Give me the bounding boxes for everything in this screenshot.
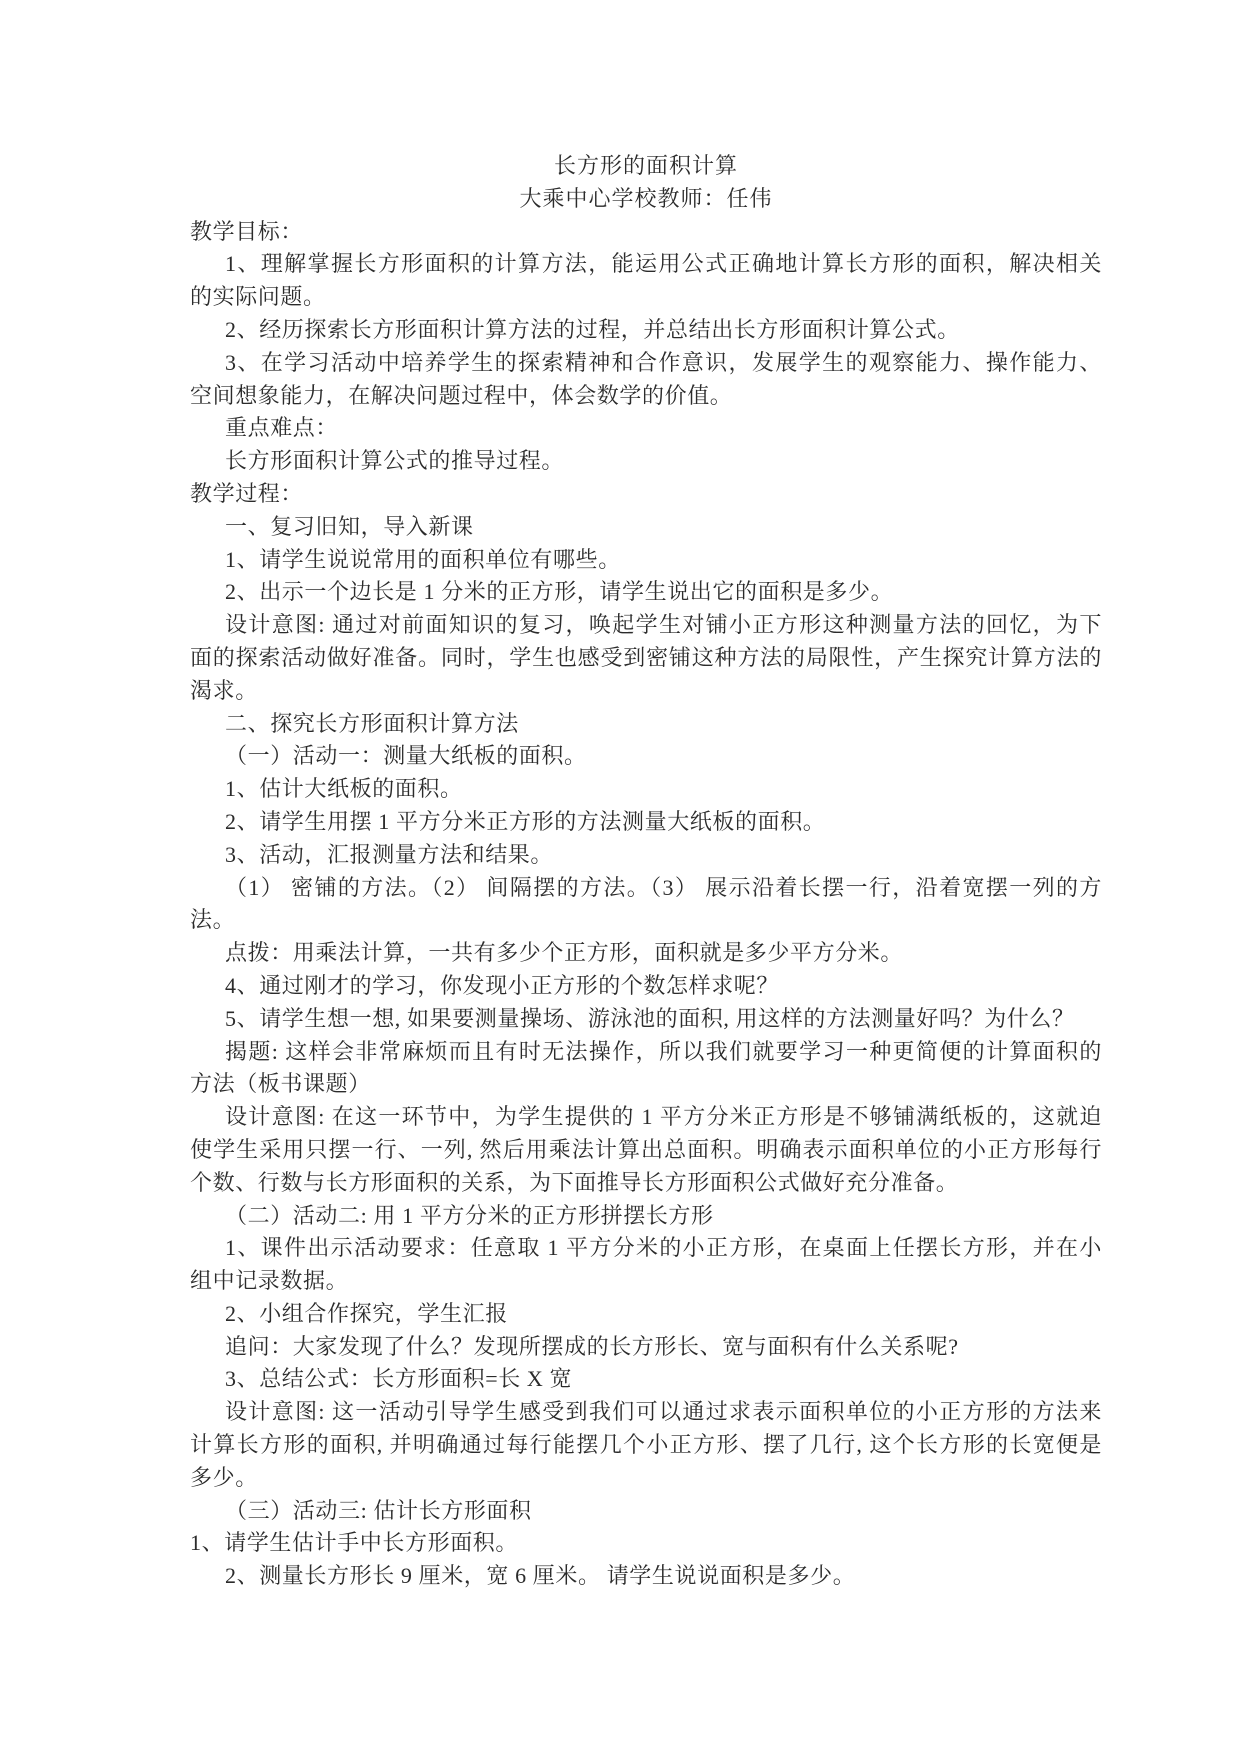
text-line: 揭题: 这样会非常麻烦而且有时无法操作，所以我们就要学习一种更简便的计算面积的	[225, 1038, 1102, 1064]
document-byline: 大乘中心学校教师：任伟	[519, 185, 773, 211]
text-line: （三）活动三: 估计长方形面积	[225, 1497, 532, 1523]
text-line: 5、请学生想一想, 如果要测量操场、游泳池的面积, 用这样的方法测量好吗？为什么？	[225, 1005, 1075, 1031]
text-line: 2、经历探索长方形面积计算方法的过程，并总结出长方形面积计算公式。	[225, 316, 960, 342]
text-line: 2、测量长方形长 9 厘米，宽 6 厘米。 请学生说说面积是多少。	[225, 1563, 856, 1589]
text-line: 设计意图: 通过对前面知识的复习，唤起学生对铺小正方形这种测量方法的回忆，为下	[225, 612, 1102, 638]
text-line: 设计意图: 在这一环节中，为学生提供的 1 平方分米正方形是不够铺满纸板的，这就迫	[225, 1104, 1102, 1130]
text-line: 3、活动，汇报测量方法和结果。	[225, 841, 554, 867]
text-line: 设计意图: 这一活动引导学生感受到我们可以通过求表示面积单位的小正方形的方法来	[225, 1399, 1102, 1425]
text-line: 1、请学生说说常用的面积单位有哪些。	[225, 546, 621, 572]
text-line: 2、出示一个边长是 1 分米的正方形，请学生说出它的面积是多少。	[225, 579, 894, 605]
text-line: 教学过程：	[190, 480, 304, 506]
text-line: 1、课件出示活动要求：任意取 1 平方分米的小正方形，在桌面上任摆长方形，并在小	[225, 1235, 1102, 1261]
text-line: 教学目标：	[190, 218, 304, 244]
text-line: 的实际问题。	[190, 284, 326, 310]
text-line: 1、估计大纸板的面积。	[225, 776, 463, 802]
text-line: 计算长方形的面积, 并明确通过每行能摆几个小正方形、摆了几行, 这个长方形的长宽便是	[190, 1432, 1102, 1458]
text-line: 使学生采用只摆一行、一列, 然后用乘法计算出总面积。明确表示面积单位的小正方形每行	[190, 1136, 1102, 1162]
document-lines	[190, 216, 1102, 1593]
text-line: 一、复习旧知，导入新课	[225, 513, 474, 539]
text-line: （一）活动一：测量大纸板的面积。	[225, 743, 587, 769]
text-line: 4、通过刚才的学习，你发现小正方形的个数怎样求呢？	[225, 972, 780, 998]
text-line: 多少。	[190, 1464, 258, 1490]
text-line: 点拨：用乘法计算，一共有多少个正方形，面积就是多少平方分米。	[225, 940, 904, 966]
text-line: 3、总结公式：长方形面积=长 X 宽	[225, 1366, 573, 1392]
text-line: （二）活动二: 用 1 平方分米的正方形拼摆长方形	[225, 1202, 714, 1228]
text-line: 面的探索活动做好准备。同时，学生也感受到密铺这种方法的局限性，产生探究计算方法的	[190, 644, 1102, 670]
text-line: 2、请学生用摆 1 平方分米正方形的方法测量大纸板的面积。	[225, 808, 826, 834]
text-line: 组中记录数据。	[190, 1268, 349, 1294]
text-line: 二、探究长方形面积计算方法	[225, 710, 519, 736]
text-line: 个数、行数与长方形面积的关系，为下面推导长方形面积公式做好充分准备。	[190, 1169, 959, 1195]
text-line: 追问：大家发现了什么？发现所摆成的长方形长、宽与面积有什么关系呢?	[225, 1333, 959, 1359]
document-title: 长方形的面积计算	[553, 153, 738, 178]
text-line: 渴求。	[190, 677, 258, 703]
text-line: 1、理解掌握长方形面积的计算方法，能运用公式正确地计算长方形的面积，解决相关	[225, 251, 1102, 277]
text-line: 长方形面积计算公式的推导过程。	[225, 448, 565, 474]
document-body	[190, 150, 1102, 1593]
text-line: 重点难点：	[225, 415, 339, 441]
text-line: 法。	[190, 907, 236, 933]
text-line: 2、小组合作探究，学生汇报	[225, 1300, 508, 1326]
text-line: 方法（板书课题）	[190, 1071, 371, 1097]
text-line: 空间想象能力，在解决问题过程中，体会数学的价值。	[190, 382, 733, 408]
text-line: 1、请学生估计手中长方形面积。	[190, 1530, 519, 1556]
text-line: 3、在学习活动中培养学生的探索精神和合作意识，发展学生的观察能力、操作能力、	[225, 349, 1102, 375]
text-line: （1） 密铺的方法。（2） 间隔摆的方法。（3） 展示沿着长摆一行，沿着宽摆一列的方	[225, 874, 1102, 900]
